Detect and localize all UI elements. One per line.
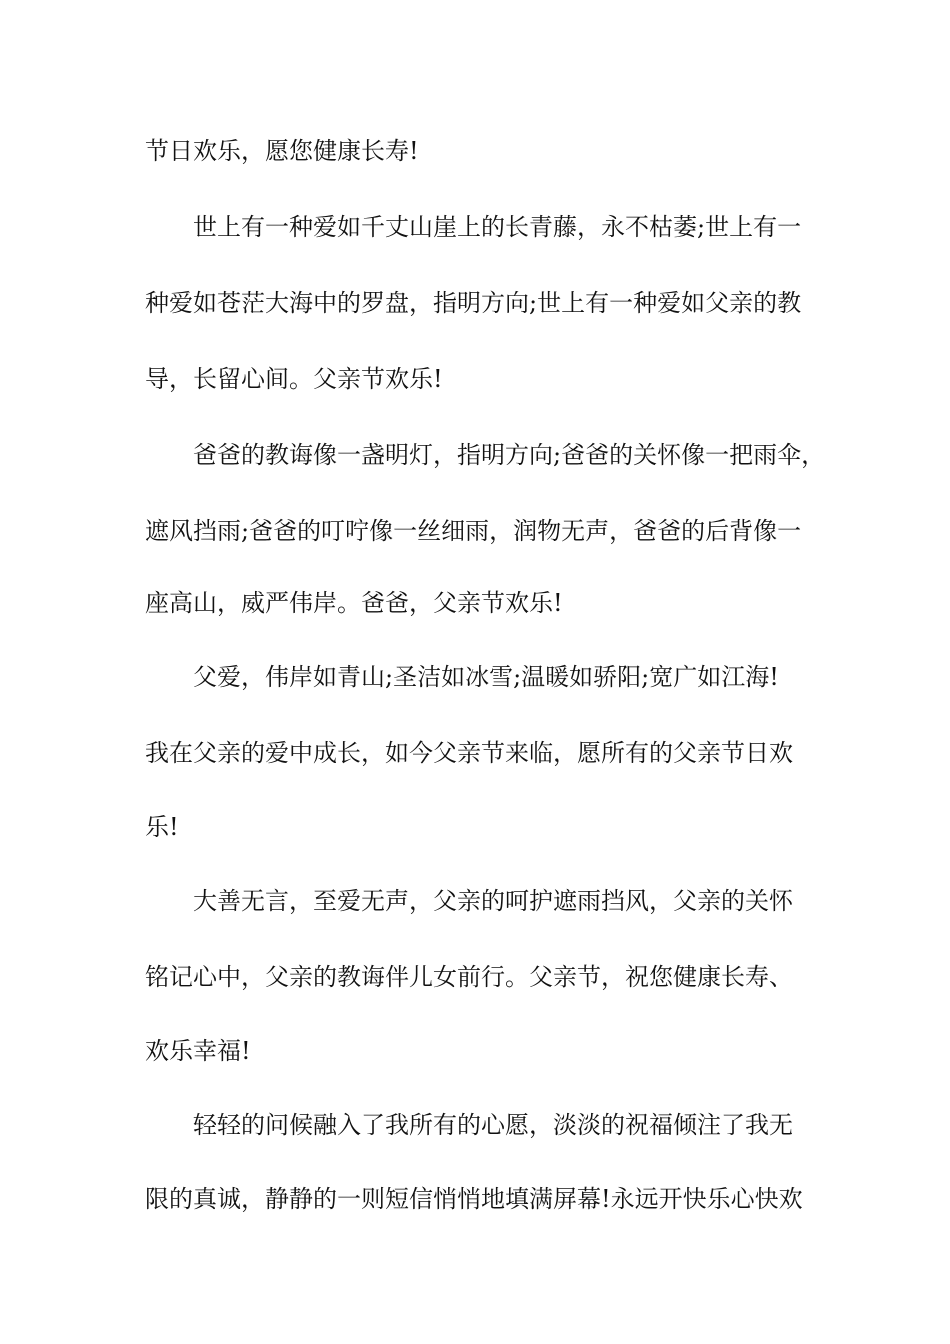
text-line: 限的真诚，静静的一则短信悄悄地填满屏幕!永远开快乐心快欢 (145, 1185, 803, 1213)
paragraph-first-line: 爸爸的教诲像一盏明灯，指明方向;爸爸的关怀像一把雨伞， (193, 441, 826, 469)
paragraph-first-line: 父爱，伟岸如青山;圣洁如冰雪;温暖如骄阳;宽广如江海! (193, 663, 779, 691)
text-line: 节日欢乐，愿您健康长寿! (145, 137, 419, 165)
paragraph-first-line: 大善无言，至爱无声，父亲的呵护遮雨挡风，父亲的关怀 (193, 887, 793, 915)
text-line: 遮风挡雨;爸爸的叮咛像一丝细雨，润物无声，爸爸的后背像一 (145, 517, 802, 545)
paragraph-first-line: 世上有一种爱如千丈山崖上的长青藤，永不枯萎;世上有一 (193, 213, 802, 241)
paragraph-first-line: 轻轻的问候融入了我所有的心愿，淡淡的祝福倾注了我无 (193, 1111, 793, 1139)
text-line: 我在父亲的爱中成长，如今父亲节来临，愿所有的父亲节日欢 (145, 739, 793, 767)
text-line: 种爱如苍茫大海中的罗盘，指明方向;世上有一种爱如父亲的教 (145, 289, 802, 317)
text-line: 铭记心中，父亲的教诲伴儿女前行。父亲节，祝您健康长寿、 (145, 963, 793, 991)
text-line: 欢乐幸福! (145, 1037, 251, 1065)
text-line: 座高山，威严伟岸。爸爸，父亲节欢乐! (145, 589, 563, 617)
text-line: 导，长留心间。父亲节欢乐! (145, 365, 443, 393)
text-line: 乐! (145, 813, 179, 841)
